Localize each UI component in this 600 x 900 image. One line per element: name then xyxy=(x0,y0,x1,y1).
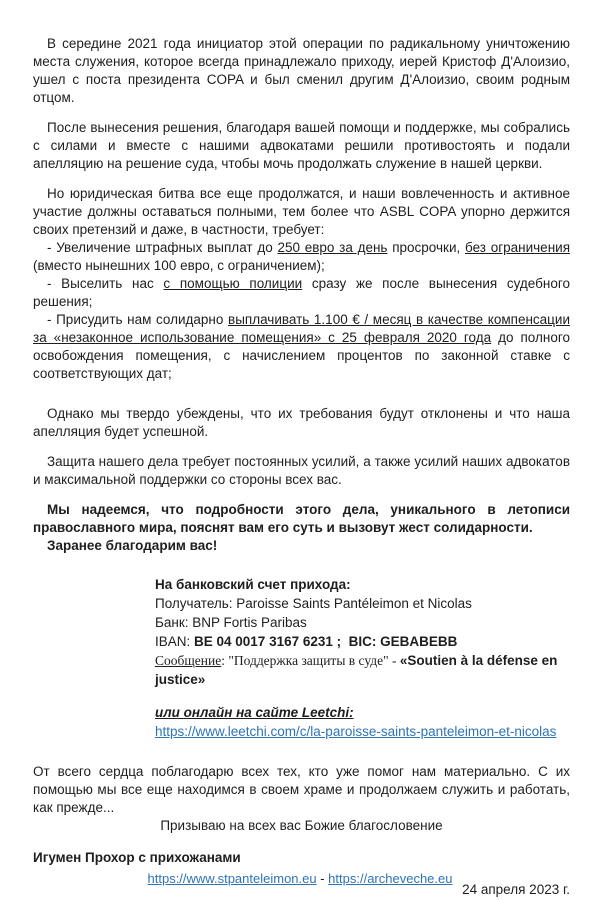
bullet-eviction xyxy=(33,275,570,311)
message-text: : "Поддержка защиты в суде" - xyxy=(221,653,400,668)
footer-separator: - xyxy=(316,871,329,886)
bullet-text: просрочки, xyxy=(387,240,465,255)
paragraph-gratitude: От всего сердца поблагодарю всех тех, кто уже помог нам материально. С их помощью мы все еще находимся в своем храме и продолжаем служить и работать, как прежде... xyxy=(33,764,570,815)
bullet-fine-increase xyxy=(33,239,570,275)
paragraph-hope: Мы надеемся, что подробности этого дела, уникального в летописи православного мира, пояснят вам его суть и вызовут жест солидарности. xyxy=(33,502,570,535)
message-french: «Soutien à la défense en justice» xyxy=(155,653,558,687)
bullet-text: (вместо нынешних 100 евро, с ограничением); xyxy=(33,258,325,273)
bank-details-block xyxy=(155,575,570,741)
iban-value: BE 04 0017 3167 6231 ; BIC: GEBABEBB xyxy=(194,634,458,649)
leetchi-link[interactable]: https://www.leetchi.com/c/la-paroisse-saints-panteleimon-et-nicolas xyxy=(155,724,557,739)
bullet-text: сразу же после вынесения судебного решения; xyxy=(33,276,570,309)
date-line: 24 апреля 2023 г. xyxy=(462,882,570,897)
leetchi-link-line xyxy=(155,722,570,741)
archeveche-link[interactable]: https://archeveche.eu xyxy=(328,871,453,886)
bullet-text: до полного освобождения помещения, с начислением процентов по законной ставке с соответствующих дат; xyxy=(33,330,570,381)
bank-message-line xyxy=(155,651,570,689)
bullet-text: - Присудить нам солидарно xyxy=(47,312,229,327)
underlined-no-limit: без ограничения xyxy=(464,240,570,255)
underlined-amount: 250 евро за день xyxy=(277,240,388,255)
paragraph-defense-effort: Защита нашего дела требует постоянных усилий, а также усилий наших адвокатов и максимальной поддержки со стороны всех вас. xyxy=(33,454,570,487)
underlined-compensation: выплачивать 1.100 € / месяц в качестве компенсации за «незаконное использование помещения» с 25 февраля 2020 года xyxy=(33,312,570,345)
bank-recipient: Получатель: Paroisse Saints Pantéleimon et Nicolas xyxy=(155,596,472,611)
paragraph-after-decision: После вынесения решения, благодаря вашей помощи и поддержке, мы собрались с силами и вместе с нашими адвокатами решили противостоять и подали апелляцию на решение суда, чтобы мочь продолжать служение в нашей церкви. xyxy=(33,120,570,171)
underlined-police: с помощью полиции xyxy=(163,276,303,291)
bank-iban-line xyxy=(155,632,570,651)
paragraph-however: Однако мы твердо убеждены, что их требования будут отклонены и что наша апелляция будет успешной. xyxy=(33,406,570,439)
paragraph-intro: В середине 2021 года инициатор этой операции по радикальному уничтожению места служения, которое всегда принадлежало приходу, иерей Кристоф Д'Алоизио, ушел с поста президента COPA и был сменил другим Д'Алоизио, своим родным отцом. xyxy=(33,36,570,105)
online-donation-label: или онлайн на сайте Leetchi: xyxy=(155,705,354,720)
paragraph-legal-battle: Но юридическая битва все еще продолжатся, и наши вовлеченность и активное участие должны оставаться полными, тем более что ASBL COPA упорно держится своих претензий и даже, в частности, требует: xyxy=(33,186,570,237)
message-label: Сообщение xyxy=(155,653,222,668)
iban-label: IBAN: xyxy=(155,634,195,649)
bank-name: Банк: BNP Fortis Paribas xyxy=(155,615,307,630)
bank-header: На банковский счет прихода: xyxy=(155,577,351,592)
bullet-compensation xyxy=(33,311,570,383)
blessing-line: Призываю на всех вас Божие благословение xyxy=(160,818,443,833)
stpanteleimon-link[interactable]: https://www.stpanteleimon.eu xyxy=(147,871,317,886)
paragraph-thanks: Заранее благодарим вас! xyxy=(47,538,218,553)
bullet-text: - Выселить нас xyxy=(47,276,164,291)
signature-line: Игумен Прохор с прихожанами xyxy=(33,850,241,865)
bullet-text: - Увеличение штрафных выплат до xyxy=(47,240,278,255)
footer-links xyxy=(0,870,600,888)
